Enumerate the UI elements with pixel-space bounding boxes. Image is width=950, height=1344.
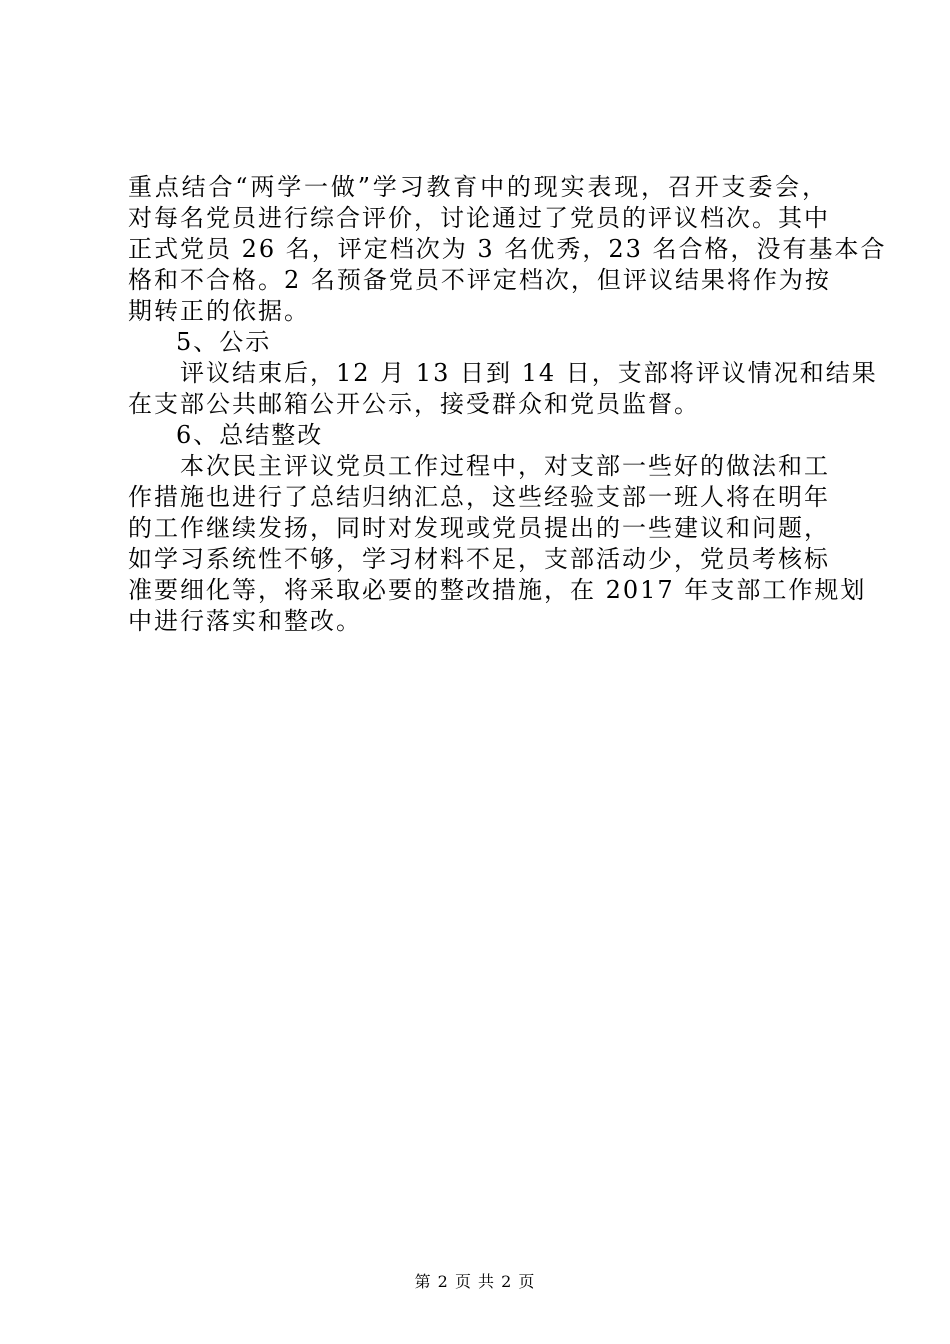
paragraph-evaluation [128,172,887,327]
section-heading-summary: 6、总结整改 [176,421,324,449]
text-line: 期转正的依据。 [128,297,310,325]
text-line: 评议结束后，12 月 13 日到 14 日，支部将评议情况和结果 [180,359,878,387]
text-line: 作措施也进行了总结归纳汇总，这些经验支部一班人将在明年 [128,483,830,511]
text-line: 本次民主评议党员工作过程中，对支部一些好的做法和工 [180,452,830,480]
text-line: 的工作继续发扬，同时对发现或党员提出的一些建议和问题， [128,514,830,542]
text-line: 格和不合格。2 名预备党员不评定档次，但评议结果将作为按 [128,266,831,294]
text-line: 重点结合“两学一做”学习教育中的现实表现，召开支委会， [128,173,828,201]
text-line: 对每名党员进行综合评价，讨论通过了党员的评议档次。其中 [128,204,830,232]
text-line: 在支部公共邮箱公开公示，接受群众和党员监督。 [128,390,700,418]
text-line: 准要细化等，将采取必要的整改措施，在 2017 年支部工作规划 [128,576,867,604]
document-body [128,172,887,637]
page-number-footer: 第 2 页 共 2 页 [414,1272,536,1291]
paragraph-publicity [128,358,878,420]
text-line: 正式党员 26 名，评定档次为 3 名优秀，23 名合格，没有基本合 [128,235,887,263]
paragraph-summary [128,451,867,637]
section-heading-publicity: 5、公示 [176,328,272,356]
text-line: 中进行落实和整改。 [128,607,362,635]
text-line: 如学习系统性不够，学习材料不足，支部活动少，党员考核标 [128,545,830,573]
